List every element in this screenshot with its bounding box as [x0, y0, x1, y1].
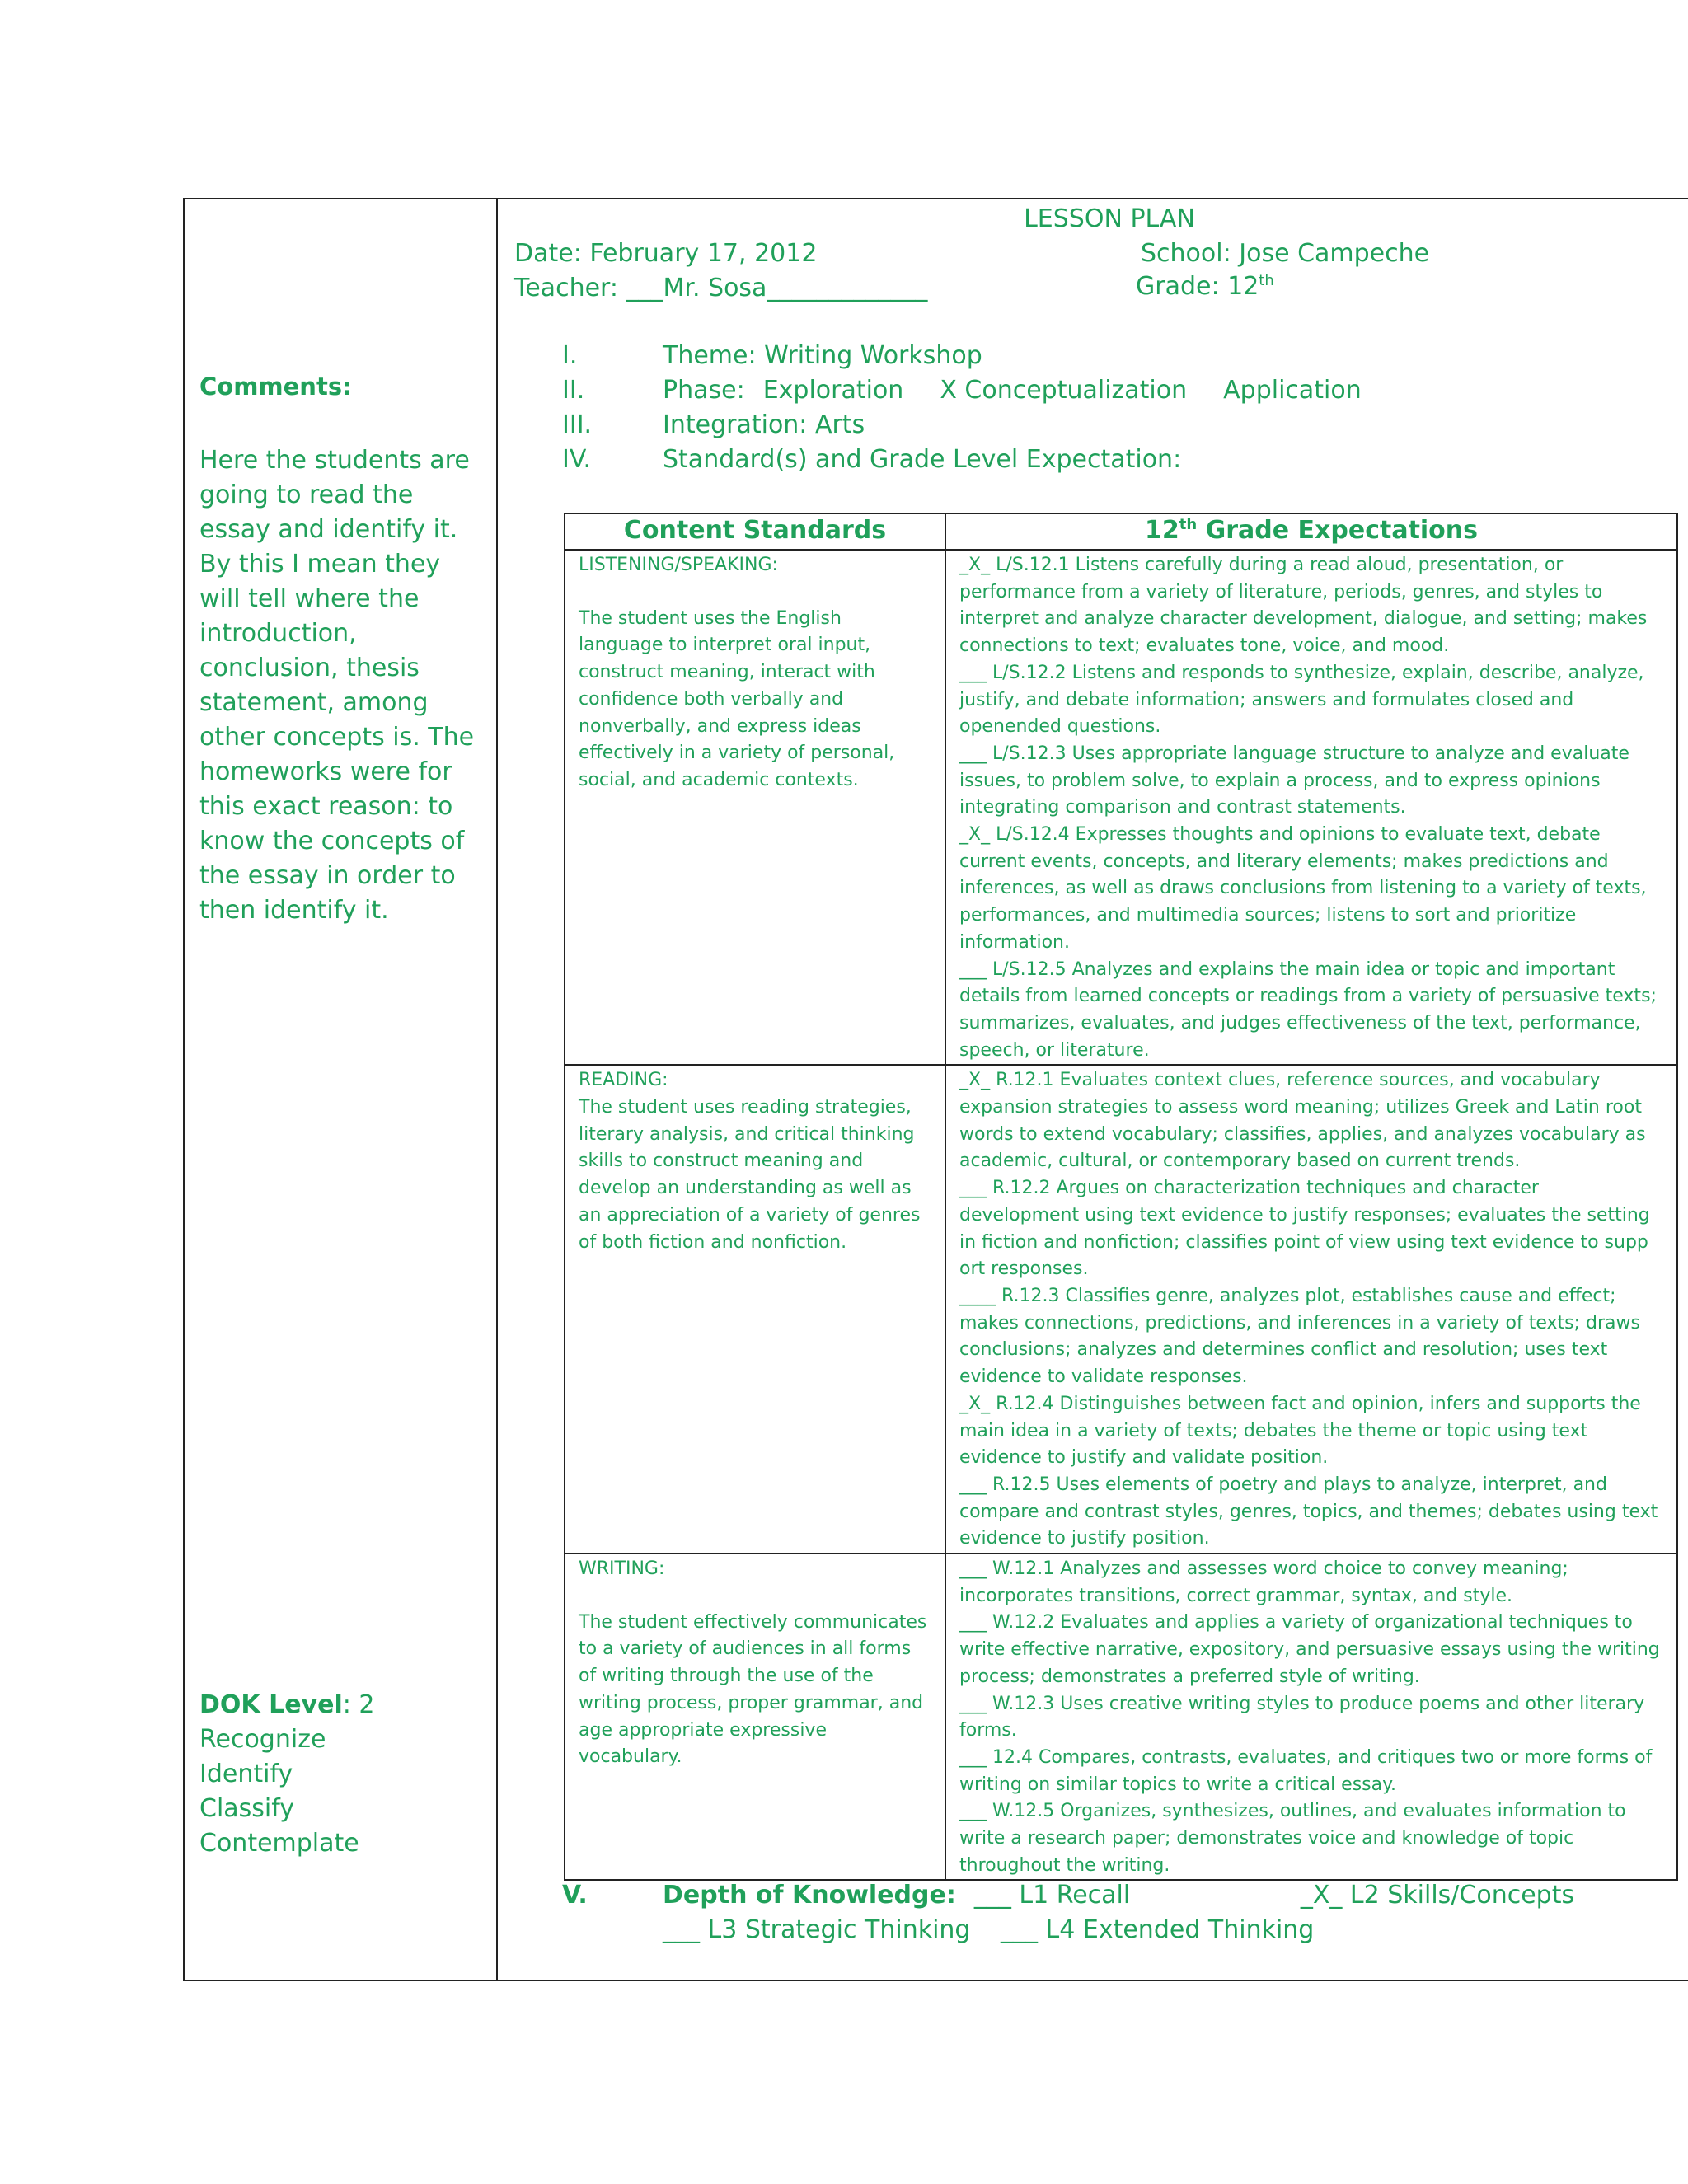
expectation-item: ___ W.12.1 Analyzes and assesses word choice to convey meaning; incorporates transitions, correct grammar, syntax, and style. — [959, 1558, 1568, 1606]
expectation-item: _X_ L/S.12.1 Listens carefully during a read aloud, presentation, or performance from a variety of literature, periods, genres, and styles to interpret and analyze character development, dialogue, and setting; makes connections to text; evaluates tone, voice, and mood. — [959, 555, 1648, 657]
phase-option: Exploration — [762, 376, 904, 405]
expectation-item: ___ R.12.2 Argues on characterization techniques and character development using text evidence to justify responses; evaluates the setting in fiction and nonfiction; classifies point of view using text evidence to supp ort responses. — [959, 1178, 1650, 1280]
expectations-cell — [945, 550, 1677, 1065]
table-row — [565, 1065, 1677, 1554]
expectation-item: ___ L/S.12.2 Listens and responds to synthesize, explain, describe, analyze, justify, and debate information; answers and formulates closed and openended questions. — [959, 662, 1644, 738]
dok-item: Classify — [199, 1794, 295, 1823]
expectation-item: ___ L/S.12.3 Uses appropriate language structure to analyze and evaluate issues, to problem solve, to explain a process, and to express opinions integrating comparison and contrast statements. — [959, 743, 1629, 818]
dok-item: Identify — [199, 1760, 293, 1788]
table-row — [565, 1554, 1677, 1880]
table-row — [565, 550, 1677, 1065]
standard-area: READING: — [579, 1070, 668, 1091]
dok-option-l1: ___ L1 Recall — [973, 1881, 1131, 1910]
content-standard-cell — [565, 550, 945, 1065]
standard-area: LISTENING/SPEAKING: — [579, 555, 778, 575]
expectation-item: _X_ R.12.4 Distinguishes between fact and opinion, infers and supports the main idea in a variety of texts; debates the theme or topic using text evidence to justify and validate position. — [959, 1393, 1641, 1469]
dok-option-l2: _X_ L2 Skills/Concepts — [1300, 1881, 1575, 1910]
comments-title: Comments: — [199, 373, 352, 401]
content-standard-cell — [565, 1065, 945, 1554]
outline-item-theme: I. Theme: Writing Workshop — [562, 341, 982, 370]
expectation-item: ___ R.12.5 Uses elements of poetry and plays to analyze, interpret, and compare and contrast styles, genres, topics, and themes; debates using text evidence to justify position. — [959, 1474, 1658, 1549]
dok-option-l4: ___ L4 Extended Thinking — [1001, 1915, 1315, 1944]
standard-description: The student uses reading strategies, literary analysis, and critical thinking skills to construct meaning and develop an understanding as well as an appreciation of a variety of genres of both fiction and nonfiction. — [579, 1097, 921, 1253]
dok-level-block — [199, 1688, 374, 1861]
expectation-item: ___ L/S.12.5 Analyzes and explains the main idea or topic and important details from learned concepts or readings from a variety of persuasive texts; summarizes, evaluates, and judges effectiveness of the text, performance, speech, or literature. — [959, 958, 1657, 1061]
column-header-content-standards: Content Standards — [565, 513, 945, 550]
outline-item-phase: II. Phase: Exploration X Conceptualization Application — [562, 376, 1362, 405]
expectation-item: ___ W.12.3 Uses creative writing styles to produce poems and other literary forms. — [959, 1693, 1645, 1741]
expectations-cell — [945, 1065, 1677, 1554]
outline-item-standards: IV. Standard(s) and Grade Level Expectation: — [562, 445, 1182, 474]
expectations-cell — [945, 1554, 1677, 1880]
dok-item: Recognize — [199, 1725, 326, 1754]
lesson-plan-frame — [183, 198, 1688, 1981]
standard-area: WRITING: — [579, 1558, 665, 1580]
expectation-item: _X_ R.12.1 Evaluates context clues, reference sources, and vocabulary expansion strategies to assess word meaning; utilizes Greek and Latin root words to extend vocabulary; classifies, applies, and analyzes vocabulary as academic, cultural, or contemporary based on current trends. — [959, 1070, 1646, 1172]
content-standard-cell — [565, 1554, 945, 1880]
plan-column — [498, 199, 1688, 1980]
column-header-grade-expectations: 12th Grade Expectations — [945, 513, 1677, 550]
school-field: School: Jose Campeche — [1141, 239, 1430, 268]
dok-level-label: DOK Level — [199, 1690, 343, 1719]
depth-label: Depth of Knowledge: — [663, 1881, 956, 1910]
expectation-item: ____ R.12.3 Classifies genre, analyzes plot, establishes cause and effect; makes connections, predictions, and inferences in a variety of texts; draws conclusions; analyzes and determines conflict and resolution; uses text evidence to validate responses. — [959, 1285, 1640, 1388]
depth-of-knowledge-line-2 — [663, 1915, 1314, 1944]
comments-body: Here the students are going to read the essay and identify it. By this I mean they will tell where the introduction, conclusion, thesis statement, among other concepts is. The homeworks were for this exact reason: to know the concepts of the essay in order to then identify it. — [199, 446, 475, 925]
dok-option-l3: ___ L3 Strategic Thinking — [663, 1915, 971, 1944]
standards-table — [564, 513, 1678, 1881]
phase-option: Application — [1223, 376, 1362, 405]
phase-option: X Conceptualization — [940, 376, 1188, 405]
dok-level-value: : 2 — [342, 1690, 375, 1719]
expectation-item: _X_ L/S.12.4 Expresses thoughts and opinions to evaluate text, debate current events, concepts, and literary elements; makes predictions and inferences, as well as draws conclusions from listening to a variety of texts, performances, and multimedia sources; listens to sort and prioritize information. — [959, 824, 1647, 953]
expectation-item: ___ W.12.2 Evaluates and applies a variety of organizational techniques to write effective narrative, expository, and persuasive essays using the writing process; demonstrates a preferred style of writing. — [959, 1612, 1660, 1687]
date-field: Date: February 17, 2012 — [514, 239, 818, 268]
standard-description: The student uses the English language to interpret oral input, construct meaning, interact with confidence both verbally and nonverbally, and express ideas effectively in a variety of personal, social, and academic contexts. — [579, 607, 895, 790]
page-title: LESSON PLAN — [1024, 204, 1195, 233]
expectation-item: ___ 12.4 Compares, contrasts, evaluates, and critiques two or more forms of writing on similar topics to write a critical essay. — [959, 1746, 1653, 1795]
grade-field: Grade: 12th — [1136, 272, 1274, 301]
depth-of-knowledge-line-1 — [562, 1881, 1574, 1910]
table-header-row — [565, 513, 1677, 550]
comments-column — [185, 199, 498, 1980]
outline-item-integration: III. Integration: Arts — [562, 410, 865, 439]
dok-item: Contemplate — [199, 1829, 359, 1858]
expectation-item: ___ W.12.5 Organizes, synthesizes, outlines, and evaluates information to write a research paper; demonstrates voice and knowledge of topic throughout the writing. — [959, 1801, 1626, 1876]
teacher-field: Teacher: ___Mr. Sosa_____________ — [514, 274, 928, 302]
standard-description: The student effectively communicates to a variety of audiences in all forms of writing through the use of the writing process, proper grammar, and age appropriate expressive vocabulary. — [579, 1611, 927, 1768]
depth-number: V. — [562, 1881, 588, 1910]
